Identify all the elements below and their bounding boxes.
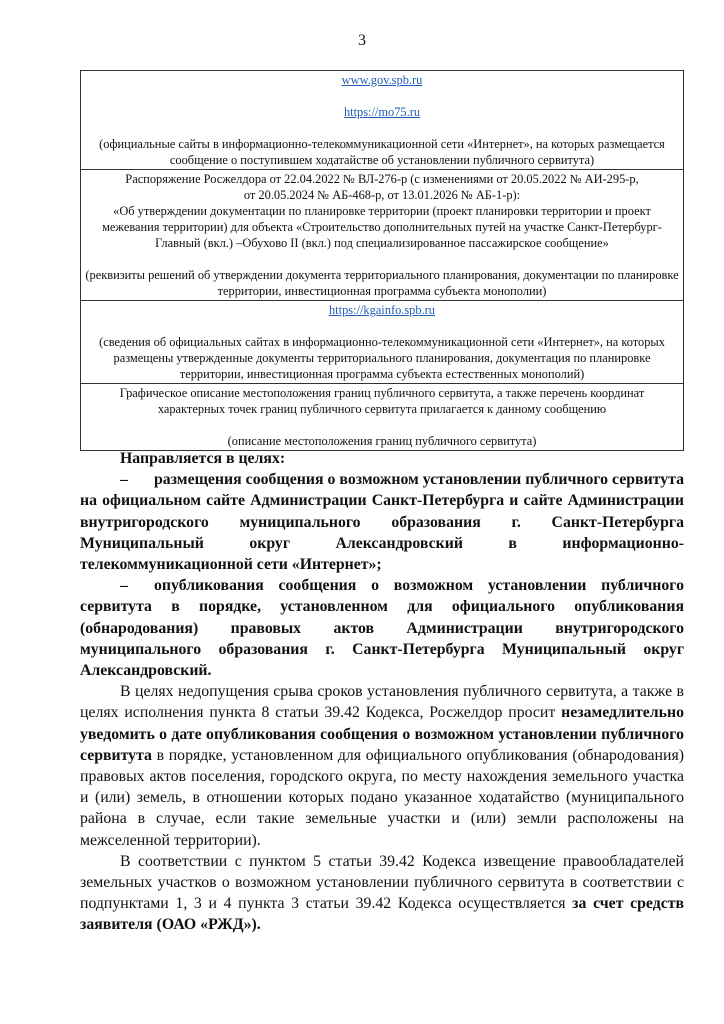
table-row xyxy=(81,170,684,301)
decree-line-2: от 20.05.2024 № АБ-468-р, от 13.01.2026 № АБ-1-р): xyxy=(243,188,521,202)
paragraph-notification xyxy=(80,851,684,936)
decree-cell xyxy=(81,170,684,301)
paragraph-deadline xyxy=(80,681,684,851)
graphic-description-caption: (описание местоположения границ публичного сервитута) xyxy=(227,434,537,448)
paragraph-notification-b: за счет средств заявителя (ОАО «РЖД»). xyxy=(80,895,684,934)
decree-line-1: Распоряжение Росжелдора от 22.04.2022 № ВЛ-276-р (с изменениями от 20.05.2022 № АИ-295-р, xyxy=(125,172,639,186)
table-row xyxy=(81,71,684,170)
dash-marker: – xyxy=(120,471,128,489)
info-table xyxy=(80,70,684,451)
decree-text: «Об утверждении документации по планировке территории (проект планировки территории и проект межевания территории) для объекта «Строительство дополнительных путей на участке Санкт-Петербург-Главный (вкл.) –Обухово II (вкл.) под специализированное пассажирское сообщение» xyxy=(102,204,662,250)
purpose-heading: Направляется в целях: xyxy=(120,450,286,467)
page-number: 3 xyxy=(358,32,366,49)
purpose-item-1 xyxy=(80,469,684,575)
dash-marker: – xyxy=(120,577,128,595)
body-text xyxy=(80,448,684,936)
graphic-description-cell xyxy=(81,384,684,451)
official-sites-caption: (официальные сайты в информационно-телекоммуникационной сети «Интернет», на которых размещается сообщение о поступившем ходатайстве об установлении публичного сервитута) xyxy=(99,137,665,167)
gov-spb-link[interactable]: www.gov.spb.ru xyxy=(341,73,423,87)
purpose-item-1-text: размещения сообщения о возможном установлении публичного сервитута на официальном сайте Администрации Санкт-Петербурга и сайте Администрации внутригородского муниципального образования г. Санкт-Петербурга Муниципальный округ Александровский в информационно-телекоммуникационной сети «Интернет»; xyxy=(80,471,684,574)
paragraph-deadline-b: незамедлительно уведомить о дате опубликования сообщения о возможном установлении публичного сервитута xyxy=(80,704,684,764)
table-row xyxy=(81,384,684,451)
official-sites-cell xyxy=(81,71,684,170)
paragraph-deadline-c: в порядке, установленном для официального опубликования (обнародования) правовых актов поселения, городского округа, по месту нахождения земельного участка и (или) земель, в отношении которых подано указанное ходатайство (муниципального района в случае, если такие земельные участки и (или) земли расположены на межселенной территории). xyxy=(80,746,684,849)
kgainfo-link[interactable]: https://kgainfo.spb.ru xyxy=(328,303,435,317)
mo75-link[interactable]: https://mo75.ru xyxy=(343,105,421,119)
paragraph-notification-a: В соответствии с пунктом 5 статьи 39.42 Кодекса извещение правообладателей земельных участков о возможном установлении публичного сервитута в соответствии с подпунктами 1, 3 и 4 пункта 3 статьи 39.42 Кодекса осуществляется xyxy=(80,852,684,913)
paragraph-deadline-a: В целях недопущения срыва сроков установления публичного сервитута, а также в целях исполнения пункта 8 статьи 39.42 Кодекса, Росжелдор просит xyxy=(80,683,684,722)
purpose-item-2 xyxy=(80,575,684,681)
table-row xyxy=(81,301,684,384)
decree-caption: (реквизиты решений об утверждении документа территориального планирования, документации по планировке территории, инвестиционная программа субъекта монополии) xyxy=(85,268,679,298)
purpose-item-2-text: опубликования сообщения о возможном установлении публичного сервитута в порядке, установленном для официального опубликования (обнародования) правовых актов Администрации внутригородского муниципального образования г. Санкт-Петербурга Муниципальный округ Александровский. xyxy=(80,577,684,680)
kgainfo-cell xyxy=(81,301,684,384)
kgainfo-caption: (сведения об официальных сайтах в информационно-телекоммуникационной сети «Интернет», на которых размещены утвержденные документы территориального планирования, документация по планировке территории, инвестиционная программа субъекта естественных монополий) xyxy=(99,335,665,381)
graphic-description-text: Графическое описание местоположения границ публичного сервитута, а также перечень координат характерных точек границ публичного сервитута прилагается к данному сообщению xyxy=(119,386,645,416)
